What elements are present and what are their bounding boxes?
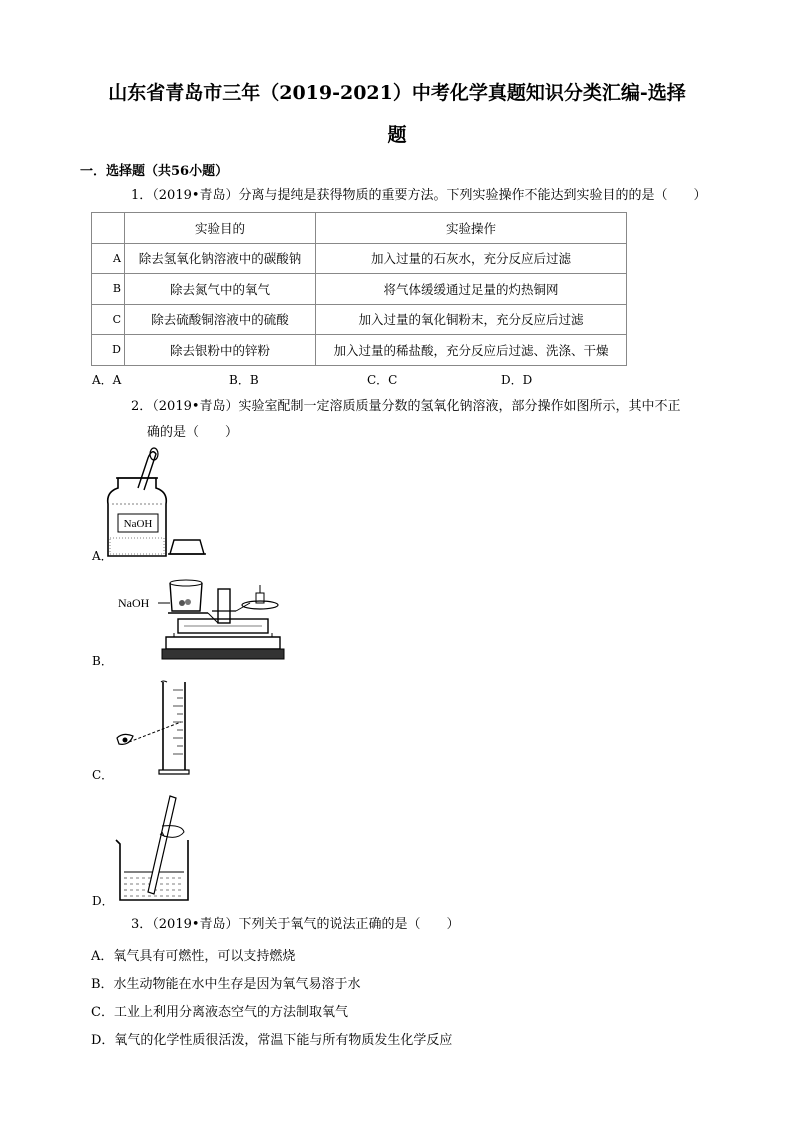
q2-stem-line1: 2．（2019•青岛）实验室配制一定溶质质量分数的氢氧化钠溶液，部分操作如图所示，其中不正 <box>131 399 681 414</box>
q1-answer-d: D．D <box>501 373 533 387</box>
balance-figure <box>118 575 278 663</box>
q3-stem: 3．（2019•青岛）下列关于氧气的说法正确的是（ ） <box>131 917 460 932</box>
row-label: C <box>92 304 125 335</box>
row-goal: 除去氮气中的氧气 <box>125 274 316 305</box>
document-title-line1: 山东省青岛市三年（2019-2021）中考化学真题知识分类汇编-选择 <box>108 82 686 104</box>
q1-answer-a: A．A <box>92 373 122 387</box>
q1-stem: 1．（2019•青岛）分离与提纯是获得物质的重要方法。下列实验操作不能达到实验目的的是（ ） <box>131 188 707 203</box>
row-op: 加入过量的稀盐酸，充分反应后过滤、洗涤、干燥 <box>316 335 627 366</box>
q3-option-d: D．氧气的化学性质很活泼，常温下能与所有物质发生化学反应 <box>91 1033 453 1048</box>
q2-option-d-label: D． <box>92 894 114 908</box>
q2-option-c-label: C． <box>92 768 114 782</box>
document-title-line2: 题 <box>387 124 407 146</box>
naoh-label-a: NaOH <box>123 518 153 530</box>
section-heading: 一．选择题（共56小题） <box>80 164 229 179</box>
table-header-row <box>92 213 627 244</box>
table-cell <box>92 213 125 244</box>
beaker-stirring-figure <box>112 790 202 906</box>
q3-option-c: C．工业上利用分离液态空气的方法制取氧气 <box>91 1005 348 1020</box>
row-goal: 除去氢氧化钠溶液中的碳酸钠 <box>125 243 316 274</box>
row-label: B <box>92 274 125 305</box>
graduated-cylinder-figure <box>115 680 225 776</box>
table-header-op: 实验操作 <box>316 213 627 244</box>
naoh-label-b: NaOH <box>118 596 150 610</box>
row-goal: 除去银粉中的锌粉 <box>125 335 316 366</box>
reagent-bottle-figure <box>104 448 214 560</box>
q1-table <box>91 212 627 366</box>
q1-answer-c: C．C <box>367 373 398 387</box>
q3-option-a: A．氧气具有可燃性，可以支持燃烧 <box>91 949 296 964</box>
row-op: 将气体缓缓通过足量的灼热铜网 <box>316 274 627 305</box>
row-op: 加入过量的氧化铜粉末，充分反应后过滤 <box>316 304 627 335</box>
table-row <box>92 335 627 366</box>
table-row <box>92 274 627 305</box>
row-label: D <box>92 335 125 366</box>
row-op: 加入过量的石灰水，充分反应后过滤 <box>316 243 627 274</box>
q3-option-b: B．水生动物能在水中生存是因为氧气易溶于水 <box>91 977 361 992</box>
q2-option-b-label: B． <box>92 654 113 668</box>
row-label: A <box>92 243 125 274</box>
table-row <box>92 304 627 335</box>
q2-stem-line2: 确的是（ ） <box>147 425 239 440</box>
q2-option-a-label: A． <box>92 549 113 563</box>
table-row <box>92 243 627 274</box>
row-goal: 除去硫酸铜溶液中的硫酸 <box>125 304 316 335</box>
q1-answer-b: B．B <box>229 373 259 387</box>
table-header-goal: 实验目的 <box>125 213 316 244</box>
